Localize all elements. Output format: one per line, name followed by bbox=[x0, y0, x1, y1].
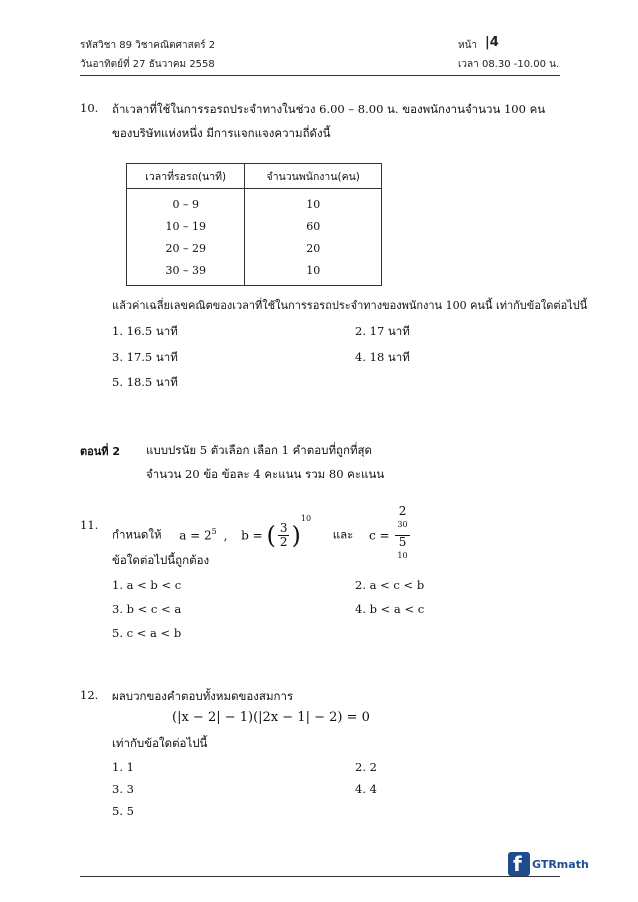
c-fraction bbox=[395, 505, 409, 566]
logo-name: GTRmath bbox=[532, 858, 589, 871]
q12-choice-5: 5. 5 bbox=[112, 804, 134, 818]
q11-b-exp: 10 bbox=[300, 514, 312, 523]
q11-given: กำหนดให้ bbox=[112, 527, 162, 542]
q12-number: 12. bbox=[80, 688, 99, 702]
table-cell: 10 bbox=[245, 259, 382, 286]
q11-c-expr: c = bbox=[369, 528, 390, 543]
q11-choice-1: 1. a < b < c bbox=[112, 578, 182, 592]
q10-line1: ถ้าเวลาที่ใช้ในการรอรถประจำทางในช่วง 6.00 – 8.00 น. ของพนักงานจำนวน 100 คน bbox=[112, 102, 546, 116]
b-numerator: 3 bbox=[279, 521, 288, 535]
table-cell: 60 bbox=[245, 215, 382, 237]
q10-question: แล้วค่าเฉลี่ยเลขคณิตของเวลาที่ใช้ในการรอรถประจำทางของพนักงาน 100 คนนี้ เท่ากับข้อใดต่อไปนี้ bbox=[112, 299, 588, 312]
table-row bbox=[127, 259, 382, 286]
exam-date: วันอาทิตย์ที่ 27 ธันวาคม 2558 bbox=[80, 59, 215, 70]
logo-letter: f bbox=[513, 852, 522, 876]
q12-equation: (|x − 2| − 1)(|2x − 1| − 2) = 0 bbox=[172, 710, 370, 725]
table-header: เวลาที่รอรถ(นาที) bbox=[127, 164, 245, 189]
c-numerator: 2 $^{30}$ bbox=[395, 505, 409, 536]
table-cell: 10 – 19 bbox=[127, 215, 245, 237]
b-denominator: 2 bbox=[279, 535, 288, 549]
right-paren: ) bbox=[291, 521, 301, 550]
q11-choice-3: 3. b < c < a bbox=[112, 602, 182, 616]
q12-line1: ผลบวกของคำตอบทั้งหมดของสมการ bbox=[112, 689, 294, 703]
q11-choice-5: 5. c < a < b bbox=[112, 626, 182, 640]
table-row bbox=[127, 189, 382, 216]
part2-line2: จำนวน 20 ข้อ ข้อละ 4 คะแนน รวม 80 คะแนน bbox=[146, 467, 385, 481]
frequency-table bbox=[126, 163, 382, 286]
table-row bbox=[127, 237, 382, 259]
q12-question: เท่ากับข้อใดต่อไปนี้ bbox=[112, 736, 208, 750]
footer-rule bbox=[80, 876, 560, 877]
gtrmath-logo bbox=[508, 852, 588, 878]
part2-title: ตอนที่ 2 bbox=[80, 445, 121, 458]
q11-a-exp: 5 bbox=[211, 527, 217, 536]
q10-choice-5: 5. 18.5 นาที bbox=[112, 375, 178, 389]
table-header: จำนวนพนักงาน(คน) bbox=[245, 164, 382, 189]
q11-a-expr: a = 2 bbox=[179, 528, 212, 543]
exam-time: เวลา 08.30 -10.00 น. bbox=[458, 59, 560, 70]
part2-line1: แบบปรนัย 5 ตัวเลือก เลือก 1 คำตอบที่ถูกที่สุด bbox=[146, 443, 373, 457]
q11-choice-2: 2. a < c < b bbox=[355, 578, 425, 592]
table-cell: 10 bbox=[245, 189, 382, 216]
table-cell: 20 – 29 bbox=[127, 237, 245, 259]
q10-choice-2: 2. 17 นาที bbox=[355, 324, 410, 338]
q10-choice-3: 3. 17.5 นาที bbox=[112, 350, 178, 364]
table-cell: 0 – 9 bbox=[127, 189, 245, 216]
header-rule bbox=[80, 75, 560, 76]
q11-question: ข้อใดต่อไปนี้ถูกต้อง bbox=[112, 553, 210, 567]
b-fraction bbox=[278, 522, 290, 549]
q11-number: 11. bbox=[80, 518, 99, 532]
q10-number: 10. bbox=[80, 101, 99, 115]
left-paren: ( bbox=[266, 521, 276, 550]
c-denominator: 5 $^{10}$ bbox=[397, 535, 408, 560]
q10-choice-1: 1. 16.5 นาที bbox=[112, 324, 178, 338]
q11-b-expr: b = bbox=[241, 528, 263, 543]
q12-choice-2: 2. 2 bbox=[355, 760, 377, 774]
q11-and: และ bbox=[332, 527, 354, 542]
q10-choice-4: 4. 18 นาที bbox=[355, 350, 410, 364]
q12-choice-4: 4. 4 bbox=[355, 782, 377, 796]
q12-choice-1: 1. 1 bbox=[112, 760, 134, 774]
table-row bbox=[127, 215, 382, 237]
q12-choice-3: 3. 3 bbox=[112, 782, 134, 796]
table-header-row bbox=[127, 164, 382, 189]
table-cell: 30 – 39 bbox=[127, 259, 245, 286]
page-label: หน้า bbox=[458, 40, 478, 51]
table-cell: 20 bbox=[245, 237, 382, 259]
q11-choice-4: 4. b < a < c bbox=[355, 602, 425, 616]
course-title: รหัสวิชา 89 วิชาคณิตศาสตร์ 2 bbox=[80, 40, 216, 51]
q10-line2: ของบริษัทแห่งหนึ่ง มีการแจกแจงความถี่ดังนี้ bbox=[112, 126, 331, 140]
page-number: |4 bbox=[485, 35, 499, 50]
q11-comma: , bbox=[223, 528, 228, 543]
